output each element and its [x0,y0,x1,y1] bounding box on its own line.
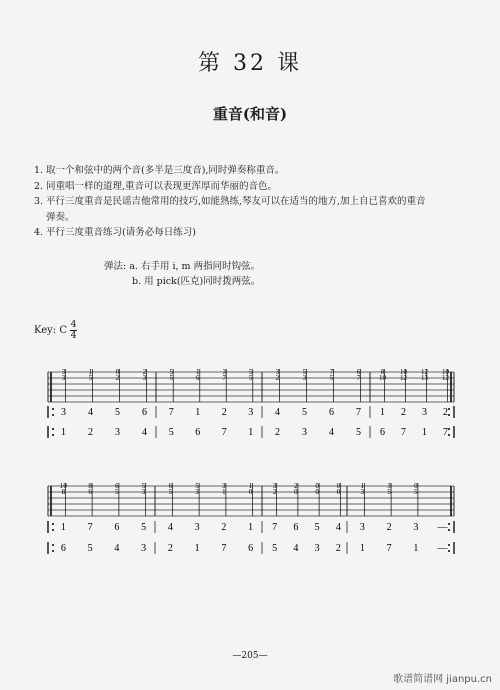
tab-fret-number: 3 [141,488,146,496]
jianpu-note-upper: 4 [335,522,341,533]
tab-fret-number: 1 [196,368,200,376]
tab-fret-number: 6 [196,374,200,382]
tab-fret-number: 5 [169,368,173,376]
tab-fret-number: 3 [275,368,280,376]
jianpu-note-upper: 3 [61,407,66,418]
jianpu-note-lower: 7 [221,427,227,438]
jianpu-note-upper: 6 [293,522,299,533]
tab-fret-number: 5 [169,374,173,382]
jianpu-note-upper: 3 [248,407,254,418]
jianpu-note-lower: 2 [275,427,280,438]
repeat-dot [52,523,54,525]
tab-fret-number: 10 [400,368,407,376]
tab-fret-number: 7 [222,374,226,382]
tab-fret-number: 5 [141,482,146,490]
jianpu-note-upper: 4 [167,522,173,533]
tab-fret-number: 3 [61,368,66,376]
jianpu-note-lower: 6 [380,427,385,438]
tab-fret-number: 3 [142,374,147,382]
tab-fret-number: 5 [115,488,119,496]
tab-fret-number: 12 [442,374,449,382]
tab-fret-number: 5 [168,488,173,496]
item-text: 取一个和弦中的两个音(多半是三度音),同时弹奏称重音。 [46,165,285,176]
jianpu-note-upper: 6 [329,407,334,418]
jianpu-note-lower: 6 [60,543,66,554]
tab-fret-number: 1 [88,368,93,376]
jianpu-note-lower: 3 [302,427,307,438]
jianpu-note-lower: 7 [401,427,406,438]
tab-fret-number: 0 [414,482,418,490]
tab-fret-number: 10 [59,482,67,490]
tab-fret-number: 10 [442,368,449,376]
jianpu-note-upper: 2 [386,522,392,533]
item-text: 平行三度重音是民谣吉他常用的技巧,如能熟练,琴友可以在适当的地方,加上自已喜欢的重音 [46,196,426,207]
repeat-dot [52,408,54,410]
repeat-dot [52,414,54,416]
jianpu-note-lower: 5 [356,427,361,438]
jianpu-note-lower: 5 [87,543,93,554]
repeat-dot [448,408,450,410]
jianpu-note-upper: 3 [194,522,200,533]
jianpu-note-upper: 5 [302,407,307,418]
tab-fret-number: 6 [88,488,92,496]
jianpu-note-lower: 4 [329,427,334,438]
tab-fret-number: 3 [387,482,391,490]
jianpu-note-lower: 6 [195,427,201,438]
jianpu-note-lower: 3 [141,543,147,554]
repeat-dot [448,428,450,430]
jianpu-note-upper: 2 [443,407,448,418]
repeat-dot [52,529,54,531]
tab-fret-number: 6 [115,482,119,490]
tab-fret-number: 3 [272,482,277,490]
jianpu-note-lower: 7 [386,543,392,554]
tab-fret-number: 3 [195,488,199,496]
jianpu-note-lower: 7 [443,427,448,438]
tab-fret-number: 5 [249,368,253,376]
jianpu-note-upper: 3 [422,407,427,418]
tab-fret-number: 8 [88,482,92,490]
tab-fret-number: 2 [272,488,277,496]
item-number: 1. [34,165,44,176]
jianpu-note-lower: 1 [194,543,200,554]
picking-b: b. 用 pick(匹克)同时拨两弦。 [132,276,261,287]
tab-fret-number: 12 [421,368,428,376]
time-bottom: 4 [70,330,77,341]
page-number: —205— [232,651,268,661]
chapter-title: 第 32 课 [198,51,302,76]
jianpu-note-upper: 4 [88,407,93,418]
time-top: 4 [70,319,77,330]
jianpu-note-upper: 1 [248,522,254,533]
key-label: Key: C [34,325,67,336]
tab-fret-number: 6 [168,482,173,490]
picking-label: 弹法: [104,261,127,272]
jianpu-note-upper: 6 [114,522,120,533]
tab-fret-number: 2 [275,374,280,382]
jianpu-note-upper: 7 [168,407,174,418]
jianpu-note-lower: 1 [248,427,254,438]
jianpu-note-upper: — [437,522,448,533]
repeat-dot [448,544,450,546]
jianpu-note-upper: 5 [115,407,120,418]
jianpu-note-upper: 6 [142,407,147,418]
item-number: 2. [34,180,44,192]
tab-fret-number: 5 [88,374,93,382]
jianpu-note-upper: 7 [87,522,93,533]
tab-fret-number: 3 [360,488,365,496]
tab-fret-number: 2 [142,368,147,376]
jianpu-note-lower: 2 [335,543,341,554]
jianpu-note-upper: 7 [356,407,361,418]
tab-fret-number: 5 [195,482,199,490]
repeat-dot [448,434,450,436]
jianpu-note-lower: 6 [248,543,254,554]
tab-fret-number: 13 [421,374,428,382]
jianpu-note-upper: 3 [359,522,365,533]
jianpu-note-lower: — [437,543,448,554]
tab-fret-number: 0 [315,482,319,490]
jianpu-note-lower: 1 [61,427,66,438]
tab-fret-number: 0 [336,488,341,496]
jianpu-note-upper: 7 [272,522,278,533]
tab-fret-number: 7 [356,374,361,382]
tab-fret-number: 5 [329,374,334,382]
tab-fret-number: 6 [356,368,361,376]
repeat-dot [448,414,450,416]
item-text: 同重唱一样的道理,重音可以表现更浑厚而华丽的音色。 [46,180,278,192]
jianpu-note-upper: 2 [221,407,227,418]
lesson-subtitle: 重音(和音) [212,105,288,123]
jianpu-note-lower: 1 [359,543,365,554]
tab-fret-number: 1 [248,482,253,490]
tab-fret-number: 3 [302,374,307,382]
tab-fret-number: 1 [222,488,226,496]
jianpu-note-upper: 4 [275,407,280,418]
tab-fret-number: 1 [360,482,365,490]
tab-fret-number: 0 [248,488,253,496]
tab-fret-number: 0 [315,488,319,496]
jianpu-note-upper: 1 [60,522,66,533]
repeat-dot [448,550,450,552]
tab-fret-number: 0 [336,482,341,490]
tab-fret-number: 10 [379,374,386,382]
tab-fret-number: 8 [61,488,66,496]
tab-fret-number: 3 [61,374,66,382]
jianpu-note-lower: 1 [422,427,427,438]
item-text: 平行三度重音练习(请务必每日练习) [46,227,196,238]
tab-fret-number: 3 [222,368,226,376]
tab-fret-number: 3 [222,482,226,490]
tab-fret-number: 2 [115,374,120,382]
jianpu-note-upper: 3 [413,522,419,533]
tab-fret-number: 0 [115,368,120,376]
tab-fret-number: 5 [387,488,391,496]
jianpu-note-upper: 5 [314,522,320,533]
jianpu-note-lower: 1 [413,543,419,554]
jianpu-note-upper: 1 [380,407,385,418]
repeat-dot [52,544,54,546]
jianpu-note-upper: 2 [401,407,406,418]
item-number: 3. [34,196,44,207]
jianpu-note-lower: 3 [115,427,120,438]
tab-fret-number: 7 [329,368,334,376]
jianpu-note-upper: 1 [195,407,201,418]
jianpu-note-lower: 4 [142,427,147,438]
tab-fret-number: 5 [302,368,307,376]
jianpu-note-lower: 3 [314,543,320,554]
jianpu-note-lower: 4 [293,543,299,554]
repeat-dot [52,434,54,436]
jianpu-note-lower: 2 [167,543,173,554]
jianpu-note-upper: 5 [141,522,147,533]
tab-fret-number: 0 [294,488,298,496]
picking-a: a. 右手用 i, m 两指同时钩弦。 [129,261,261,272]
jianpu-note-lower: 2 [88,427,93,438]
item-number: 4. [34,227,44,238]
jianpu-note-upper: 2 [221,522,227,533]
tab-fret-number: 12 [400,374,407,382]
jianpu-note-lower: 4 [114,543,120,554]
repeat-dot [52,550,54,552]
tab-fret-number: 5 [414,488,418,496]
repeat-dot [448,529,450,531]
jianpu-note-lower: 5 [272,543,278,554]
jianpu-note-lower: 7 [221,543,227,554]
tab-fret-number: 8 [380,368,385,376]
jianpu-note-lower: 5 [168,427,174,438]
repeat-dot [448,523,450,525]
item-text-continued: 弹奏。 [46,211,75,223]
tab-fret-number: 5 [249,374,253,382]
repeat-dot [52,428,54,430]
watermark: 歌谱简谱网 jianpu.cn [393,674,492,685]
tab-fret-number: 2 [294,482,298,490]
